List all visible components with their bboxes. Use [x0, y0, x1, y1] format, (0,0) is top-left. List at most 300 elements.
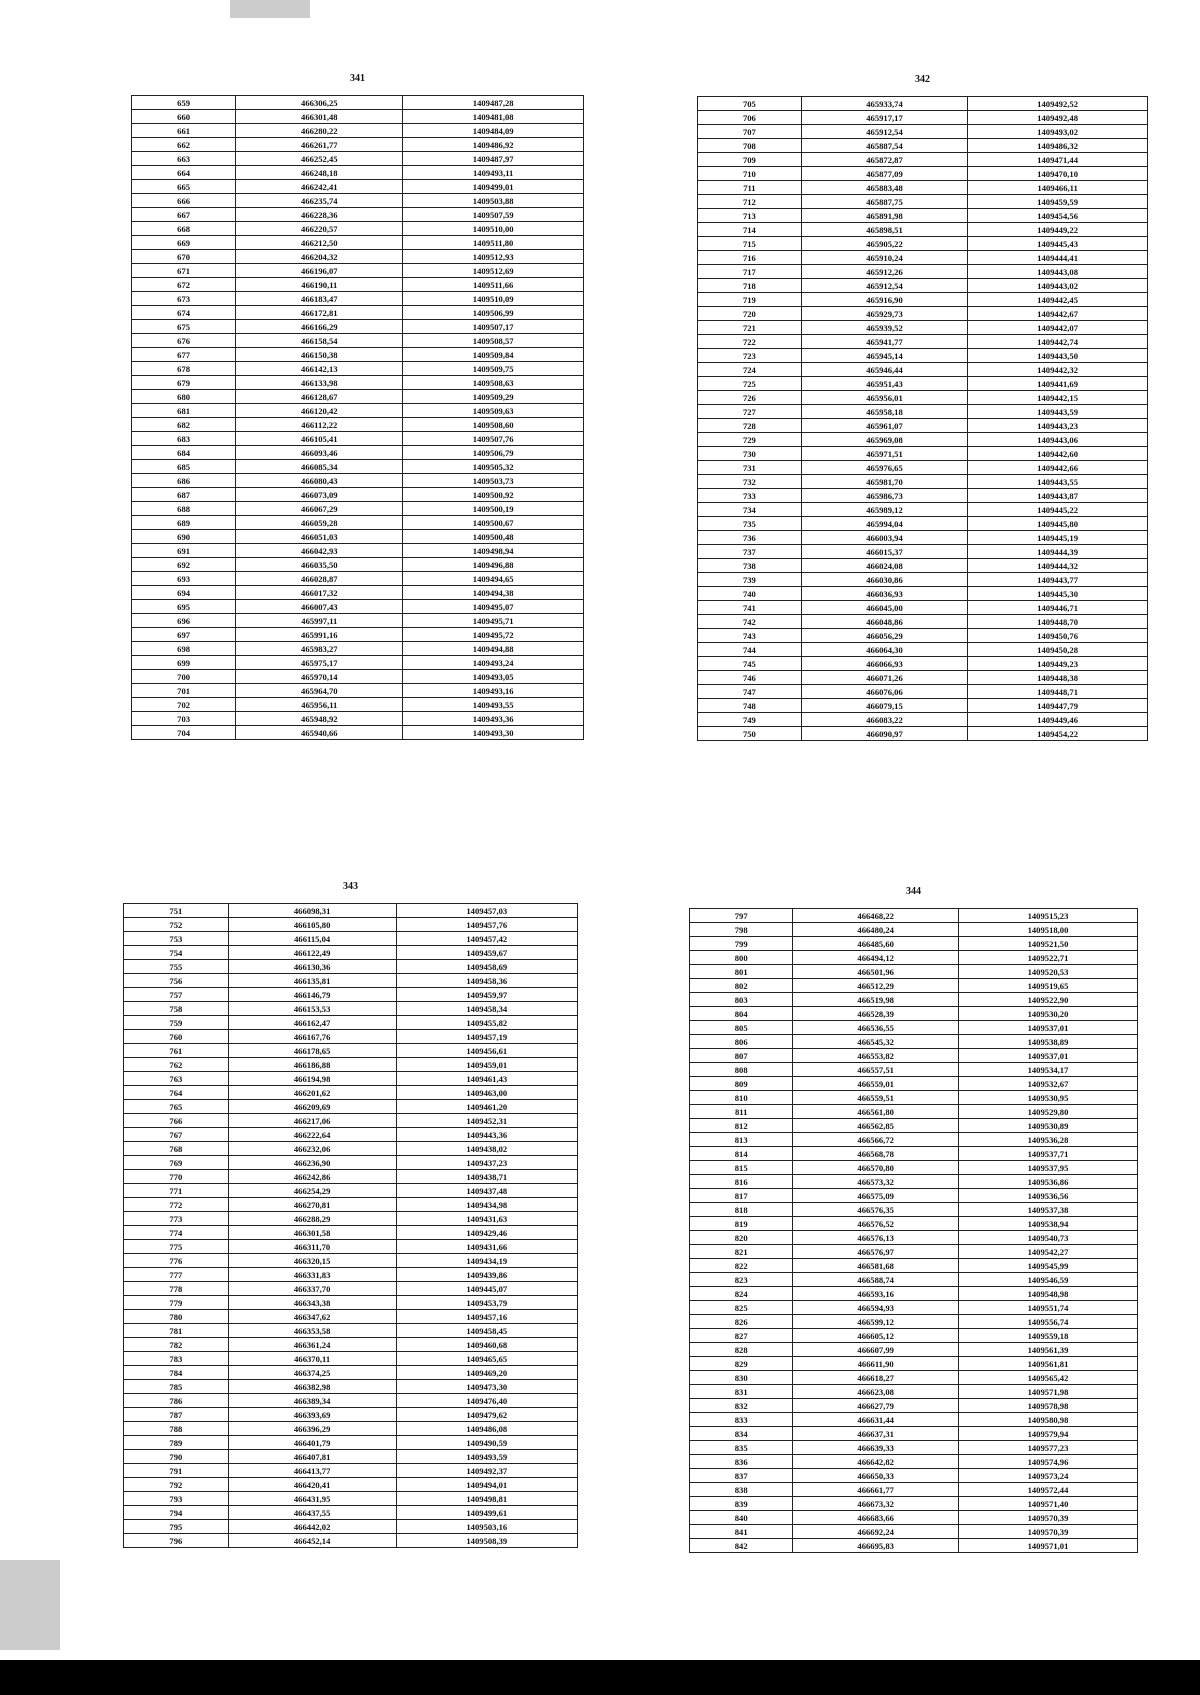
x-coordinate-cell: 466370,11: [228, 1352, 396, 1366]
point-number-cell: 813: [690, 1133, 793, 1147]
y-coordinate-cell: 1409520,53: [958, 965, 1137, 979]
y-coordinate-cell: 1409565,42: [958, 1371, 1137, 1385]
x-coordinate-cell: 466130,36: [228, 960, 396, 974]
y-coordinate-cell: 1409437,48: [396, 1184, 577, 1198]
point-number-cell: 703: [132, 712, 236, 726]
y-coordinate-cell: 1409487,97: [403, 152, 584, 166]
x-coordinate-cell: 466695,83: [793, 1539, 959, 1553]
table-row: [124, 904, 578, 918]
y-coordinate-cell: 1409579,94: [958, 1427, 1137, 1441]
coordinate-table: [123, 903, 578, 1548]
y-coordinate-cell: 1409443,59: [968, 405, 1148, 419]
x-coordinate-cell: 466331,83: [228, 1268, 396, 1282]
y-coordinate-cell: 1409508,57: [403, 334, 584, 348]
x-coordinate-cell: 466566,72: [793, 1133, 959, 1147]
table-row: [132, 334, 584, 348]
x-coordinate-cell: 466042,93: [236, 544, 403, 558]
y-coordinate-cell: 1409571,98: [958, 1385, 1137, 1399]
point-number-cell: 807: [690, 1049, 793, 1063]
table-row: [698, 433, 1148, 447]
table-row: [124, 1352, 578, 1366]
x-coordinate-cell: 466553,82: [793, 1049, 959, 1063]
point-number-cell: 694: [132, 586, 236, 600]
x-coordinate-cell: 465917,17: [801, 111, 967, 125]
table-row: [690, 1287, 1138, 1301]
y-coordinate-cell: 1409580,98: [958, 1413, 1137, 1427]
x-coordinate-cell: 466067,29: [236, 502, 403, 516]
x-coordinate-cell: 466627,79: [793, 1399, 959, 1413]
point-number-cell: 842: [690, 1539, 793, 1553]
x-coordinate-cell: 466683,66: [793, 1511, 959, 1525]
x-coordinate-cell: 466480,24: [793, 923, 959, 937]
x-coordinate-cell: 466128,67: [236, 390, 403, 404]
y-coordinate-cell: 1409536,28: [958, 1133, 1137, 1147]
table-row: [690, 1091, 1138, 1105]
table-row: [690, 1455, 1138, 1469]
y-coordinate-cell: 1409509,63: [403, 404, 584, 418]
x-coordinate-cell: 466562,85: [793, 1119, 959, 1133]
x-coordinate-cell: 465991,16: [236, 628, 403, 642]
x-coordinate-cell: 466232,06: [228, 1142, 396, 1156]
point-number-cell: 736: [698, 531, 802, 545]
y-coordinate-cell: 1409494,65: [403, 572, 584, 586]
x-coordinate-cell: 465981,70: [801, 475, 967, 489]
y-coordinate-cell: 1409449,46: [968, 713, 1148, 727]
table-row: [132, 404, 584, 418]
table-row: [132, 572, 584, 586]
x-coordinate-cell: 466559,01: [793, 1077, 959, 1091]
y-coordinate-cell: 1409538,94: [958, 1217, 1137, 1231]
point-number-cell: 663: [132, 152, 236, 166]
point-number-cell: 745: [698, 657, 802, 671]
point-number-cell: 734: [698, 503, 802, 517]
table-row: [132, 124, 584, 138]
point-number-cell: 738: [698, 559, 802, 573]
x-coordinate-cell: 466204,32: [236, 250, 403, 264]
table-row: [690, 1427, 1138, 1441]
x-coordinate-cell: 466098,31: [228, 904, 396, 918]
point-number-cell: 740: [698, 587, 802, 601]
y-coordinate-cell: 1409493,36: [403, 712, 584, 726]
table-row: [698, 559, 1148, 573]
x-coordinate-cell: 465986,73: [801, 489, 967, 503]
y-coordinate-cell: 1409515,23: [958, 909, 1137, 923]
x-coordinate-cell: 466519,98: [793, 993, 959, 1007]
table-row: [124, 960, 578, 974]
point-number-cell: 705: [698, 97, 802, 111]
y-coordinate-cell: 1409518,00: [958, 923, 1137, 937]
point-number-cell: 683: [132, 432, 236, 446]
point-number-cell: 778: [124, 1282, 229, 1296]
x-coordinate-cell: 466301,58: [228, 1226, 396, 1240]
x-coordinate-cell: 466431,95: [228, 1492, 396, 1506]
point-number-cell: 750: [698, 727, 802, 741]
point-number-cell: 784: [124, 1366, 229, 1380]
table-row: [698, 139, 1148, 153]
page-number: 344: [906, 886, 921, 897]
point-number-cell: 659: [132, 96, 236, 110]
x-coordinate-cell: 466576,52: [793, 1217, 959, 1231]
x-coordinate-cell: 466045,00: [801, 601, 967, 615]
table-row: [698, 629, 1148, 643]
y-coordinate-cell: 1409506,79: [403, 446, 584, 460]
point-number-cell: 799: [690, 937, 793, 951]
y-coordinate-cell: 1409494,01: [396, 1478, 577, 1492]
point-number-cell: 726: [698, 391, 802, 405]
table-row: [690, 1161, 1138, 1175]
point-number-cell: 757: [124, 988, 229, 1002]
y-coordinate-cell: 1409487,28: [403, 96, 584, 110]
table-row: [690, 1259, 1138, 1273]
x-coordinate-cell: 466382,98: [228, 1380, 396, 1394]
x-coordinate-cell: 466059,28: [236, 516, 403, 530]
y-coordinate-cell: 1409572,44: [958, 1483, 1137, 1497]
x-coordinate-cell: 466485,60: [793, 937, 959, 951]
table-row: [132, 670, 584, 684]
x-coordinate-cell: 466306,25: [236, 96, 403, 110]
point-number-cell: 721: [698, 321, 802, 335]
y-coordinate-cell: 1409522,71: [958, 951, 1137, 965]
table-row: [132, 698, 584, 712]
y-coordinate-cell: 1409573,24: [958, 1469, 1137, 1483]
point-number-cell: 838: [690, 1483, 793, 1497]
point-number-cell: 781: [124, 1324, 229, 1338]
y-coordinate-cell: 1409447,79: [968, 699, 1148, 713]
table-row: [132, 502, 584, 516]
table-row: [690, 1497, 1138, 1511]
point-number-cell: 787: [124, 1408, 229, 1422]
point-number-cell: 827: [690, 1329, 793, 1343]
point-number-cell: 819: [690, 1217, 793, 1231]
table-row: [698, 377, 1148, 391]
point-number-cell: 764: [124, 1086, 229, 1100]
point-number-cell: 669: [132, 236, 236, 250]
x-coordinate-cell: 465940,66: [236, 726, 403, 740]
y-coordinate-cell: 1409493,24: [403, 656, 584, 670]
x-coordinate-cell: 466642,82: [793, 1455, 959, 1469]
table-row: [132, 712, 584, 726]
table-row: [690, 1399, 1138, 1413]
y-coordinate-cell: 1409445,07: [396, 1282, 577, 1296]
point-number-cell: 805: [690, 1021, 793, 1035]
sheet-342: [697, 74, 1148, 741]
table-row: [124, 1086, 578, 1100]
x-coordinate-cell: 466085,34: [236, 460, 403, 474]
y-coordinate-cell: 1409445,80: [968, 517, 1148, 531]
table-row: [690, 993, 1138, 1007]
y-coordinate-cell: 1409454,56: [968, 209, 1148, 223]
x-coordinate-cell: 465964,70: [236, 684, 403, 698]
table-row: [124, 1492, 578, 1506]
x-coordinate-cell: 466353,58: [228, 1324, 396, 1338]
x-coordinate-cell: 465976,65: [801, 461, 967, 475]
table-row: [698, 363, 1148, 377]
x-coordinate-cell: 465912,54: [801, 125, 967, 139]
x-coordinate-cell: 465939,52: [801, 321, 967, 335]
x-coordinate-cell: 466561,80: [793, 1105, 959, 1119]
point-number-cell: 718: [698, 279, 802, 293]
point-number-cell: 746: [698, 671, 802, 685]
x-coordinate-cell: 466028,87: [236, 572, 403, 586]
point-number-cell: 680: [132, 390, 236, 404]
y-coordinate-cell: 1409445,30: [968, 587, 1148, 601]
table-row: [132, 306, 584, 320]
y-coordinate-cell: 1409443,06: [968, 433, 1148, 447]
x-coordinate-cell: 466280,22: [236, 124, 403, 138]
y-coordinate-cell: 1409442,60: [968, 447, 1148, 461]
y-coordinate-cell: 1409494,38: [403, 586, 584, 600]
point-number-cell: 674: [132, 306, 236, 320]
x-coordinate-cell: 466692,24: [793, 1525, 959, 1539]
x-coordinate-cell: 466146,79: [228, 988, 396, 1002]
x-coordinate-cell: 466361,24: [228, 1338, 396, 1352]
x-coordinate-cell: 465989,12: [801, 503, 967, 517]
y-coordinate-cell: 1409519,65: [958, 979, 1137, 993]
y-coordinate-cell: 1409443,50: [968, 349, 1148, 363]
y-coordinate-cell: 1409511,80: [403, 236, 584, 250]
y-coordinate-cell: 1409509,75: [403, 362, 584, 376]
table-row: [690, 965, 1138, 979]
x-coordinate-cell: 466007,43: [236, 600, 403, 614]
x-coordinate-cell: 465948,92: [236, 712, 403, 726]
y-coordinate-cell: 1409460,68: [396, 1338, 577, 1352]
point-number-cell: 706: [698, 111, 802, 125]
x-coordinate-cell: 466158,54: [236, 334, 403, 348]
point-number-cell: 774: [124, 1226, 229, 1240]
point-number-cell: 748: [698, 699, 802, 713]
point-number-cell: 841: [690, 1525, 793, 1539]
point-number-cell: 834: [690, 1427, 793, 1441]
y-coordinate-cell: 1409500,48: [403, 530, 584, 544]
table-row: [132, 376, 584, 390]
table-row: [698, 153, 1148, 167]
x-coordinate-cell: 465883,48: [801, 181, 967, 195]
y-coordinate-cell: 1409457,03: [396, 904, 577, 918]
point-number-cell: 768: [124, 1142, 229, 1156]
y-coordinate-cell: 1409503,16: [396, 1520, 577, 1534]
coordinate-table: [689, 908, 1138, 1553]
point-number-cell: 661: [132, 124, 236, 138]
table-row: [690, 1539, 1138, 1553]
y-coordinate-cell: 1409509,29: [403, 390, 584, 404]
point-number-cell: 687: [132, 488, 236, 502]
table-row: [124, 1436, 578, 1450]
x-coordinate-cell: 466261,77: [236, 138, 403, 152]
x-coordinate-cell: 466442,02: [228, 1520, 396, 1534]
x-coordinate-cell: 465951,43: [801, 377, 967, 391]
point-number-cell: 716: [698, 251, 802, 265]
x-coordinate-cell: 466389,34: [228, 1394, 396, 1408]
y-coordinate-cell: 1409499,01: [403, 180, 584, 194]
point-number-cell: 689: [132, 516, 236, 530]
table-row: [690, 1119, 1138, 1133]
y-coordinate-cell: 1409530,89: [958, 1119, 1137, 1133]
x-coordinate-cell: 466066,93: [801, 657, 967, 671]
y-coordinate-cell: 1409457,16: [396, 1310, 577, 1324]
point-number-cell: 717: [698, 265, 802, 279]
y-coordinate-cell: 1409548,98: [958, 1287, 1137, 1301]
y-coordinate-cell: 1409457,19: [396, 1030, 577, 1044]
x-coordinate-cell: 466079,15: [801, 699, 967, 713]
table-row: [132, 474, 584, 488]
table-row: [124, 1534, 578, 1548]
table-row: [690, 1525, 1138, 1539]
x-coordinate-cell: 466162,47: [228, 1016, 396, 1030]
point-number-cell: 715: [698, 237, 802, 251]
point-number-cell: 727: [698, 405, 802, 419]
x-coordinate-cell: 466576,97: [793, 1245, 959, 1259]
point-number-cell: 735: [698, 517, 802, 531]
table-row: [698, 293, 1148, 307]
x-coordinate-cell: 466528,39: [793, 1007, 959, 1021]
point-number-cell: 812: [690, 1119, 793, 1133]
point-number-cell: 782: [124, 1338, 229, 1352]
x-coordinate-cell: 466153,53: [228, 1002, 396, 1016]
point-number-cell: 684: [132, 446, 236, 460]
point-number-cell: 752: [124, 918, 229, 932]
table-row: [698, 335, 1148, 349]
y-coordinate-cell: 1409466,11: [968, 181, 1148, 195]
point-number-cell: 837: [690, 1469, 793, 1483]
table-row: [124, 1408, 578, 1422]
table-row: [698, 531, 1148, 545]
y-coordinate-cell: 1409495,72: [403, 628, 584, 642]
y-coordinate-cell: 1409448,38: [968, 671, 1148, 685]
y-coordinate-cell: 1409508,63: [403, 376, 584, 390]
x-coordinate-cell: 466133,98: [236, 376, 403, 390]
table-row: [132, 362, 584, 376]
y-coordinate-cell: 1409492,37: [396, 1464, 577, 1478]
table-row: [124, 1282, 578, 1296]
x-coordinate-cell: 466196,07: [236, 264, 403, 278]
table-row: [132, 194, 584, 208]
x-coordinate-cell: 466545,32: [793, 1035, 959, 1049]
table-row: [690, 1273, 1138, 1287]
y-coordinate-cell: 1409452,31: [396, 1114, 577, 1128]
point-number-cell: 808: [690, 1063, 793, 1077]
x-coordinate-cell: 465877,09: [801, 167, 967, 181]
x-coordinate-cell: 466105,41: [236, 432, 403, 446]
y-coordinate-cell: 1409529,80: [958, 1105, 1137, 1119]
y-coordinate-cell: 1409449,23: [968, 657, 1148, 671]
y-coordinate-cell: 1409444,39: [968, 545, 1148, 559]
y-coordinate-cell: 1409438,02: [396, 1142, 577, 1156]
y-coordinate-cell: 1409571,01: [958, 1539, 1137, 1553]
point-number-cell: 667: [132, 208, 236, 222]
x-coordinate-cell: 465912,26: [801, 265, 967, 279]
point-number-cell: 765: [124, 1100, 229, 1114]
table-row: [132, 208, 584, 222]
x-coordinate-cell: 466048,86: [801, 615, 967, 629]
table-row: [690, 1049, 1138, 1063]
point-number-cell: 826: [690, 1315, 793, 1329]
y-coordinate-cell: 1409437,23: [396, 1156, 577, 1170]
table-row: [124, 1324, 578, 1338]
y-coordinate-cell: 1409461,20: [396, 1100, 577, 1114]
y-coordinate-cell: 1409463,00: [396, 1086, 577, 1100]
table-row: [690, 937, 1138, 951]
table-row: [124, 1114, 578, 1128]
y-coordinate-cell: 1409522,90: [958, 993, 1137, 1007]
y-coordinate-cell: 1409505,32: [403, 460, 584, 474]
point-number-cell: 831: [690, 1385, 793, 1399]
y-coordinate-cell: 1409442,74: [968, 335, 1148, 349]
point-number-cell: 725: [698, 377, 802, 391]
y-coordinate-cell: 1409443,77: [968, 573, 1148, 587]
x-coordinate-cell: 466452,14: [228, 1534, 396, 1548]
table-row: [698, 601, 1148, 615]
table-row: [124, 1100, 578, 1114]
y-coordinate-cell: 1409443,36: [396, 1128, 577, 1142]
point-number-cell: 773: [124, 1212, 229, 1226]
y-coordinate-cell: 1409496,88: [403, 558, 584, 572]
x-coordinate-cell: 466115,04: [228, 932, 396, 946]
x-coordinate-cell: 466030,86: [801, 573, 967, 587]
point-number-cell: 692: [132, 558, 236, 572]
table-row: [124, 946, 578, 960]
x-coordinate-cell: 466090,97: [801, 727, 967, 741]
x-coordinate-cell: 466393,69: [228, 1408, 396, 1422]
table-row: [132, 530, 584, 544]
y-coordinate-cell: 1409443,87: [968, 489, 1148, 503]
point-number-cell: 691: [132, 544, 236, 558]
x-coordinate-cell: 465958,18: [801, 405, 967, 419]
y-coordinate-cell: 1409444,32: [968, 559, 1148, 573]
point-number-cell: 733: [698, 489, 802, 503]
x-coordinate-cell: 466035,50: [236, 558, 403, 572]
point-number-cell: 753: [124, 932, 229, 946]
x-coordinate-cell: 466201,62: [228, 1086, 396, 1100]
x-coordinate-cell: 466437,55: [228, 1506, 396, 1520]
x-coordinate-cell: 466083,22: [801, 713, 967, 727]
y-coordinate-cell: 1409508,60: [403, 418, 584, 432]
y-coordinate-cell: 1409556,74: [958, 1315, 1137, 1329]
sheet-343: [123, 881, 578, 1548]
y-coordinate-cell: 1409484,09: [403, 124, 584, 138]
x-coordinate-cell: 466254,29: [228, 1184, 396, 1198]
table-row: [124, 1226, 578, 1240]
table-row: [690, 1441, 1138, 1455]
table-row: [698, 265, 1148, 279]
point-number-cell: 666: [132, 194, 236, 208]
table-row: [698, 503, 1148, 517]
table-row: [698, 111, 1148, 125]
y-coordinate-cell: 1409431,63: [396, 1212, 577, 1226]
table-row: [124, 1142, 578, 1156]
table-row: [124, 1030, 578, 1044]
point-number-cell: 670: [132, 250, 236, 264]
point-number-cell: 708: [698, 139, 802, 153]
table-row: [690, 1133, 1138, 1147]
table-row: [124, 1156, 578, 1170]
x-coordinate-cell: 465983,27: [236, 642, 403, 656]
y-coordinate-cell: 1409559,18: [958, 1329, 1137, 1343]
point-number-cell: 803: [690, 993, 793, 1007]
point-number-cell: 820: [690, 1231, 793, 1245]
y-coordinate-cell: 1409448,70: [968, 615, 1148, 629]
table-row: [132, 642, 584, 656]
y-coordinate-cell: 1409457,42: [396, 932, 577, 946]
y-coordinate-cell: 1409458,45: [396, 1324, 577, 1338]
table-row: [124, 1002, 578, 1016]
y-coordinate-cell: 1409439,86: [396, 1268, 577, 1282]
x-coordinate-cell: 466248,18: [236, 166, 403, 180]
table-row: [698, 615, 1148, 629]
table-row: [690, 1105, 1138, 1119]
page-number: 343: [343, 881, 358, 892]
x-coordinate-cell: 465898,51: [801, 223, 967, 237]
table-row: [698, 419, 1148, 433]
